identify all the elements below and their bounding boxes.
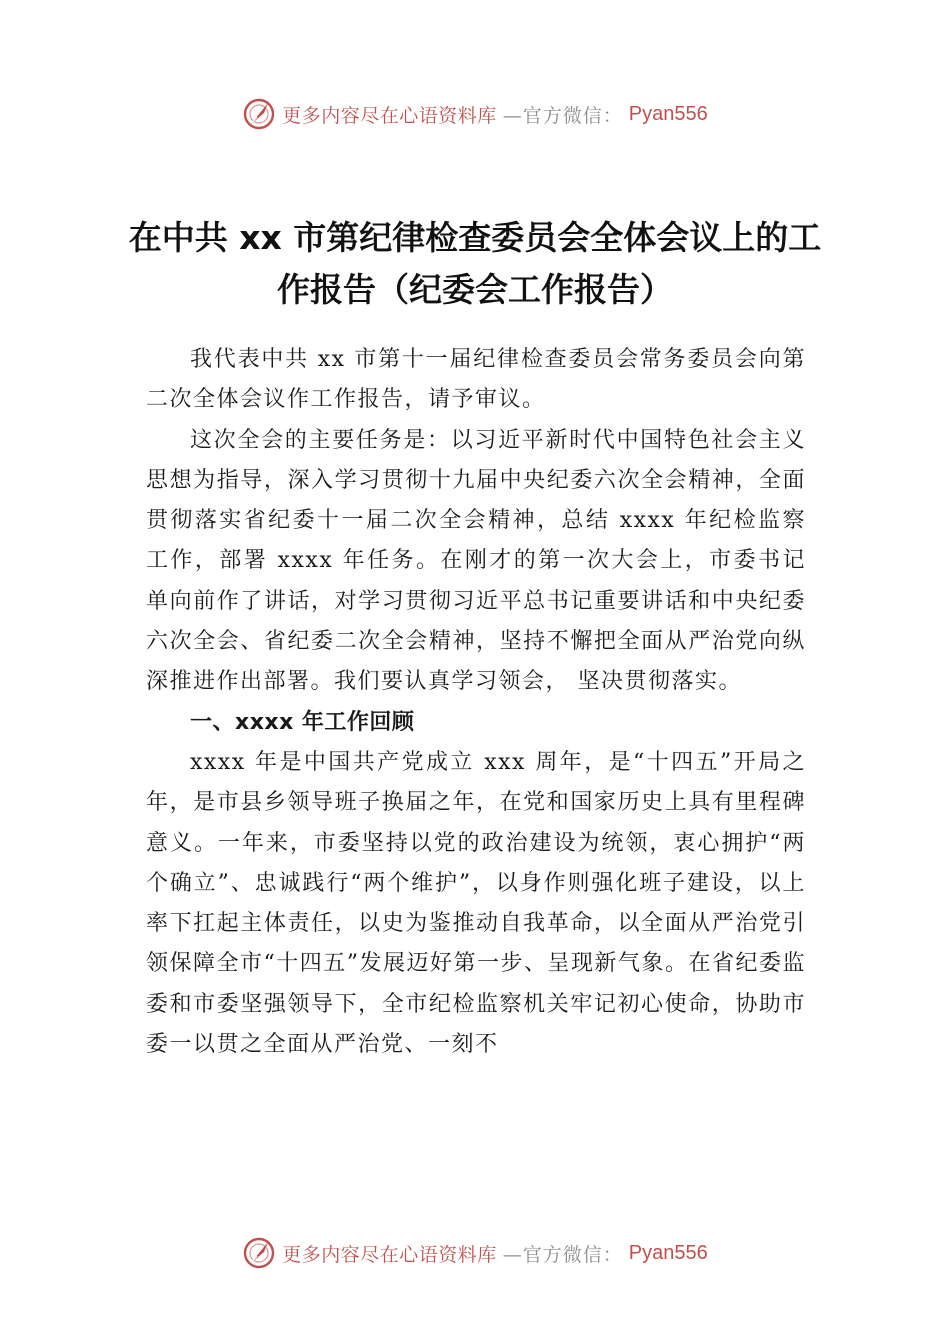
watermark-footer xyxy=(0,1233,950,1273)
paragraph-intro: 我代表中共 xx 市第十一届纪律检查委员会常务委员会向第二次全体会议作工作报告，请予审议。 xyxy=(146,347,806,413)
paragraph-review: xxxx 年是中国共产党成立 xxx 周年，是“十四五”开局之年，是市县乡领导班子换届之年，在党和国家历史上具有里程碑意义。一年来，市委坚持以党的政治建设为统领，衷心拥护“两个确立”、忠诚践行“两个维护”，以身作则强化班子建设，以上率下扛起主体责任，以史为鉴推动自我革命，以全面从严治党引领保障全市“十四五”发展迈好第一步、呈现新气象。在省纪委监委和市委坚强领导下，全市纪检监察机关牢记初心使命，协助市委一以贯之全面从严治党、一刻不 xyxy=(146,749,806,1058)
watermark-dash: —官方微信： xyxy=(502,104,623,127)
watermark-prefix: 更多内容尽在心语资料库 xyxy=(282,104,497,127)
document-body xyxy=(146,340,806,1065)
quill-logo-icon xyxy=(242,97,276,131)
watermark-account: Pyan556 xyxy=(628,102,708,125)
watermark-account: Pyan556 xyxy=(628,1241,708,1264)
paragraph-tasks: 这次全会的主要任务是：以习近平新时代中国特色社会主义思想为指导，深入学习贯彻十九届中央纪委六次全会精神，全面贯彻落实省纪委十一届二次全会精神，总结 xxxx 年纪检监察工作，部署 xxxx 年任务。在刚才的第一次大会上，市委书记单向前作了讲话，对学习贯彻习近平总书记重要讲话和中央纪委六次全会、省纪委二次全会精神，坚持不懈把全面从严治党向纵深推进作出部署。我们要认真学习领会， 坚决贯彻落实。 xyxy=(146,427,806,695)
watermark-dash: —官方微信： xyxy=(502,1243,623,1266)
section-heading: 一、xxxx 年工作回顾 xyxy=(190,709,415,735)
watermark-header xyxy=(0,94,950,134)
quill-logo-icon xyxy=(242,1236,276,1270)
watermark-prefix: 更多内容尽在心语资料库 xyxy=(282,1243,497,1266)
document-title: 在中共 xx 市第纪律检查委员会全体会议上的工作报告（纪委会工作报告） xyxy=(128,218,822,309)
